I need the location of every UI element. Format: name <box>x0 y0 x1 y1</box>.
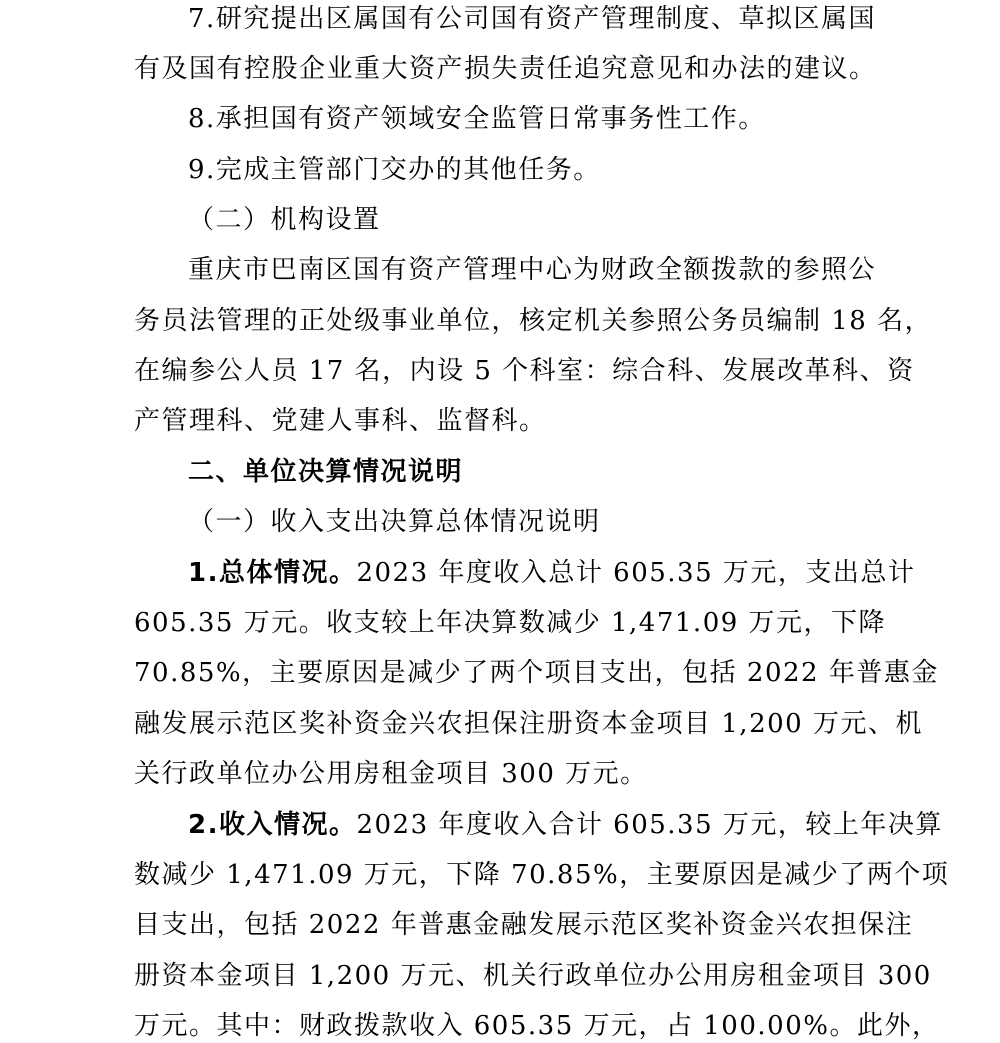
paragraph-line: 册资本金项目 1,200 万元、机关行政单位办公用房租金项目 300 <box>134 961 932 991</box>
paragraph-line: 万元。其中：财政拨款收入 605.35 万元，占 100.00%。此外， <box>134 1011 940 1041</box>
paragraph-line: 目支出，包括 2022 年普惠金融发展示范区奖补资金兴农担保注 <box>134 910 914 940</box>
paragraph-line: 在编参公人员 17 名，内设 5 个科室：综合科、发展改革科、资 <box>134 356 915 386</box>
paragraph-line <box>188 810 943 840</box>
paragraph-text: 2023 年度收入合计 605.35 万元，较上年决算 <box>356 810 943 840</box>
paragraph-line <box>188 558 916 588</box>
section-heading: 二、单位决算情况说明 <box>188 457 464 487</box>
paragraph-line: 8.承担国有资产领域安全监管日常事务性工作。 <box>188 104 766 134</box>
paragraph-line: 融发展示范区奖补资金兴农担保注册资本金项目 1,200 万元、机 <box>134 709 923 739</box>
paragraph-line: 关行政单位办公用房租金项目 300 万元。 <box>134 759 648 789</box>
paragraph-line: 重庆市巴南区国有资产管理中心为财政全额拨款的参照公 <box>188 255 876 285</box>
paragraph-text: 2023 年度收入总计 605.35 万元，支出总计 <box>356 558 916 588</box>
section-subheading: （一）收入支出决算总体情况说明 <box>188 507 601 537</box>
paragraph-line: 70.85%，主要原因是减少了两个项目支出，包括 2022 年普惠金 <box>134 658 939 688</box>
paragraph-line: 产管理科、党建人事科、监督科。 <box>134 406 547 436</box>
paragraph-line: 务员法管理的正处级事业单位，核定机关参照公务员编制 18 名， <box>134 306 933 336</box>
paragraph-line: 有及国有控股企业重大资产损失责任追究意见和办法的建议。 <box>134 54 877 84</box>
paragraph-line: 9.完成主管部门交办的其他任务。 <box>188 155 601 185</box>
paragraph-lead: 2.收入情况。 <box>188 810 357 840</box>
paragraph-line: 7.研究提出区属国有公司国有资产管理制度、草拟区属国 <box>188 4 876 34</box>
paragraph-line: 数减少 1,471.09 万元，下降 70.85%，主要原因是减少了两个项 <box>134 860 950 890</box>
section-subheading: （二）机构设置 <box>188 205 381 235</box>
paragraph-line: 605.35 万元。收支较上年决算数减少 1,471.09 万元，下降 <box>134 608 887 638</box>
paragraph-lead: 1.总体情况。 <box>188 558 357 588</box>
